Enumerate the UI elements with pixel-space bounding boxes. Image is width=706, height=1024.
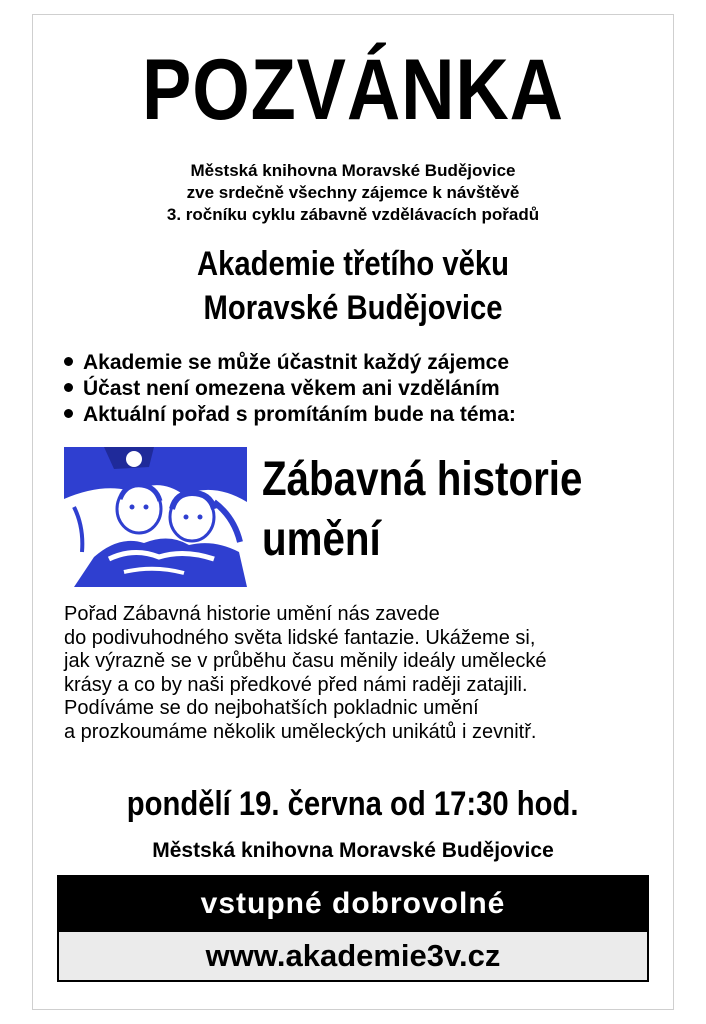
- bullet-item: Účast není omezena věkem ani vzděláním: [64, 376, 516, 402]
- poster-title: POZVÁNKA: [142, 42, 564, 138]
- admission-banner: vstupné dobrovolné: [57, 875, 649, 930]
- program-topic: [262, 450, 582, 570]
- intro-line: 3. ročníku cyklu zábavně vzdělávacích pořadů: [166, 205, 540, 224]
- invitation-intro: [0, 160, 706, 226]
- topic-line: umění: [262, 513, 381, 566]
- topic-line: Zábavná historie: [262, 453, 583, 506]
- event-date-text: pondělí 19. června od 17:30 hod.: [127, 785, 579, 823]
- bullet-dot-icon: [64, 409, 73, 418]
- intro-line: zve srdečně všechny zájemce k návštěvě: [186, 183, 520, 202]
- description-line: Pořad Zábavná historie umění nás zavede: [64, 603, 440, 625]
- intro-line: Městská knihovna Moravské Budějovice: [190, 161, 516, 180]
- description-line: Podíváme se do nejbohatších pokladnic umění: [64, 697, 479, 719]
- bullet-dot-icon: [64, 383, 73, 392]
- website-banner: www.akademie3v.cz: [57, 930, 649, 982]
- event-date: [0, 784, 706, 824]
- academy-name: [0, 242, 706, 330]
- academy-line: Akademie třetího věku: [196, 245, 509, 283]
- description-line: krásy a co by naši předkové před námi raději zatajili.: [64, 673, 528, 696]
- cherubs-photo: [64, 447, 247, 587]
- description-line: a prozkoumáme několik uměleckých unikátů i zevnitř.: [64, 720, 537, 743]
- cherubs-image: [64, 447, 247, 587]
- academy-line: Moravské Budějovice: [203, 289, 503, 327]
- bullet-item: Aktuální pořad s promítáním bude na téma:: [64, 402, 516, 428]
- bullet-item: Akademie se může účastnit každý zájemce: [64, 350, 516, 376]
- bullet-dot-icon: [64, 357, 73, 366]
- description-line: do podivuhodného světa lidské fantazie. Ukážeme si,: [64, 626, 536, 649]
- bullet-list: [64, 350, 516, 428]
- event-venue: Městská knihovna Moravské Budějovice: [152, 839, 554, 862]
- description-line: jak výrazně se v průběhu času měnily ideály umělecké: [64, 650, 547, 672]
- program-description: [64, 603, 546, 744]
